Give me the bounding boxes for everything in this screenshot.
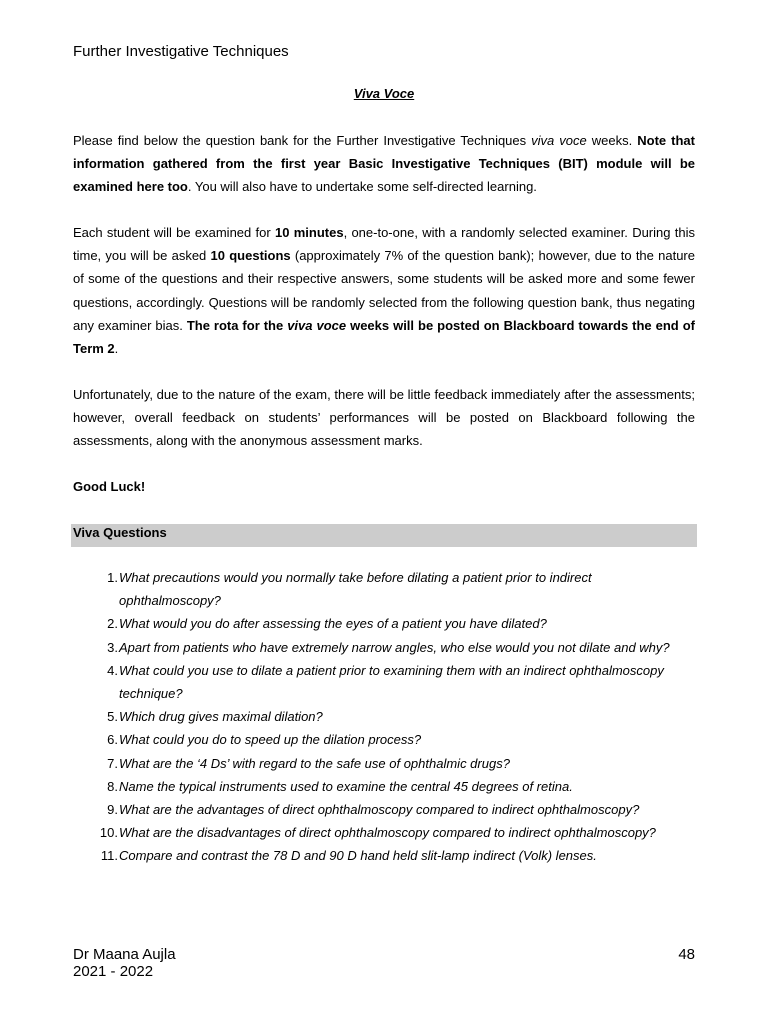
p2-text-c: , one-to-one, with a randomly selected examiner. During this time, you will be asked bbox=[73, 225, 695, 264]
footer-year: 2021 - 2022 bbox=[73, 963, 154, 980]
question-text: Which drug gives maximal dilation? bbox=[119, 709, 323, 725]
question-number: 9. bbox=[107, 802, 118, 818]
p2-text-a: Each student will be examined for bbox=[73, 225, 275, 240]
intro-paragraph-1 bbox=[73, 129, 695, 199]
p2-rota-b: weeks will be posted on Blackboard towards the end of Term 2 bbox=[73, 317, 695, 357]
section-heading: Viva Questions bbox=[73, 525, 167, 540]
question-item bbox=[73, 798, 695, 821]
question-number: 11. bbox=[100, 848, 118, 864]
question-text: What are the ‘4 Ds’ with regard to the safe use of ophthalmic drugs? bbox=[119, 755, 510, 771]
question-list bbox=[73, 566, 695, 868]
question-item bbox=[73, 566, 695, 612]
question-number: 6. bbox=[107, 732, 118, 748]
question-text: What are the advantages of direct ophthalmoscopy compared to indirect ophthalmoscopy? bbox=[119, 802, 640, 818]
document-title: Viva Voce bbox=[353, 86, 415, 101]
question-number: 1. bbox=[107, 570, 118, 585]
question-number: 4. bbox=[107, 662, 118, 678]
footer-author-block bbox=[73, 946, 176, 980]
question-number: 10. bbox=[99, 825, 118, 841]
question-text: Apart from patients who have extremely narrow angles, who else would you not dilate and why? bbox=[119, 639, 670, 655]
footer-author: Dr Maana Aujla bbox=[73, 946, 176, 963]
question-item bbox=[73, 705, 695, 728]
question-text: What would you do after assessing the eyes of a patient you have dilated? bbox=[119, 616, 547, 632]
question-text: What could you use to dilate a patient prior to examining them with an indirect ophthalmoscopy technique? bbox=[119, 662, 664, 702]
p1-italic-viva: viva voce bbox=[531, 133, 587, 148]
p2-bold-questions: 10 questions bbox=[210, 248, 291, 264]
question-item bbox=[73, 844, 695, 867]
running-header: Further Investigative Techniques bbox=[73, 43, 289, 60]
question-text: Name the typical instruments used to examine the central 45 degrees of retina. bbox=[119, 778, 573, 794]
question-item bbox=[73, 612, 695, 635]
good-luck-text: Good Luck! bbox=[73, 479, 146, 494]
question-text: Compare and contrast the 78 D and 90 D hand held slit-lamp indirect (Volk) lenses. bbox=[119, 848, 597, 864]
p1-text-c: weeks. bbox=[586, 133, 638, 148]
page-number: 48 bbox=[678, 946, 695, 963]
question-text: What are the disadvantages of direct ophthalmoscopy compared to indirect ophthalmoscopy? bbox=[119, 825, 656, 841]
question-number: 3. bbox=[107, 639, 118, 655]
good-luck bbox=[73, 475, 695, 498]
question-item bbox=[73, 752, 695, 775]
question-text: What precautions would you normally take before dilating a patient prior to indirect ophthalmoscopy? bbox=[119, 570, 592, 609]
p2-rota-a: The rota for the bbox=[186, 317, 288, 333]
question-item bbox=[73, 659, 695, 705]
intro-paragraph-3: Unfortunately, due to the nature of the exam, there will be little feedback immediately after the assessments; however, overall feedback on students’ performances will be posted on Blackboard following the assessments, along with the anonymous assessment marks. bbox=[73, 387, 695, 449]
question-item bbox=[73, 728, 695, 751]
p2-rota-italic: viva voce bbox=[287, 317, 347, 333]
question-number: 5. bbox=[107, 709, 118, 725]
intro-paragraph-2 bbox=[73, 221, 695, 360]
p1-text-e: . You will also have to undertake some self-directed learning. bbox=[187, 179, 537, 195]
question-number: 8. bbox=[107, 778, 118, 794]
p2-text-i: . bbox=[114, 341, 119, 357]
p1-bold-note: Note that information gathered from the first year Basic Investigative Techniques (BIT) module will be examined here too bbox=[73, 133, 695, 195]
section-heading-bar bbox=[71, 524, 697, 547]
p2-text-e: (approximately 7% of the question bank); however, due to the nature of some of the questions and their respective answers, some students will be asked more and some fewer questions, accordingly. Questions will be randomly selected from the following question bank, thus negating any examiner bias. bbox=[73, 248, 695, 333]
question-item bbox=[73, 821, 695, 844]
p1-text-a: Please find below the question bank for the Further Investigative Techniques bbox=[73, 133, 532, 148]
question-item bbox=[73, 775, 695, 798]
question-number: 2. bbox=[107, 616, 118, 632]
question-text: What could you do to speed up the dilation process? bbox=[119, 732, 422, 748]
question-item bbox=[73, 636, 695, 659]
p2-bold-minutes: 10 minutes bbox=[274, 225, 344, 240]
question-number: 7. bbox=[107, 755, 118, 771]
